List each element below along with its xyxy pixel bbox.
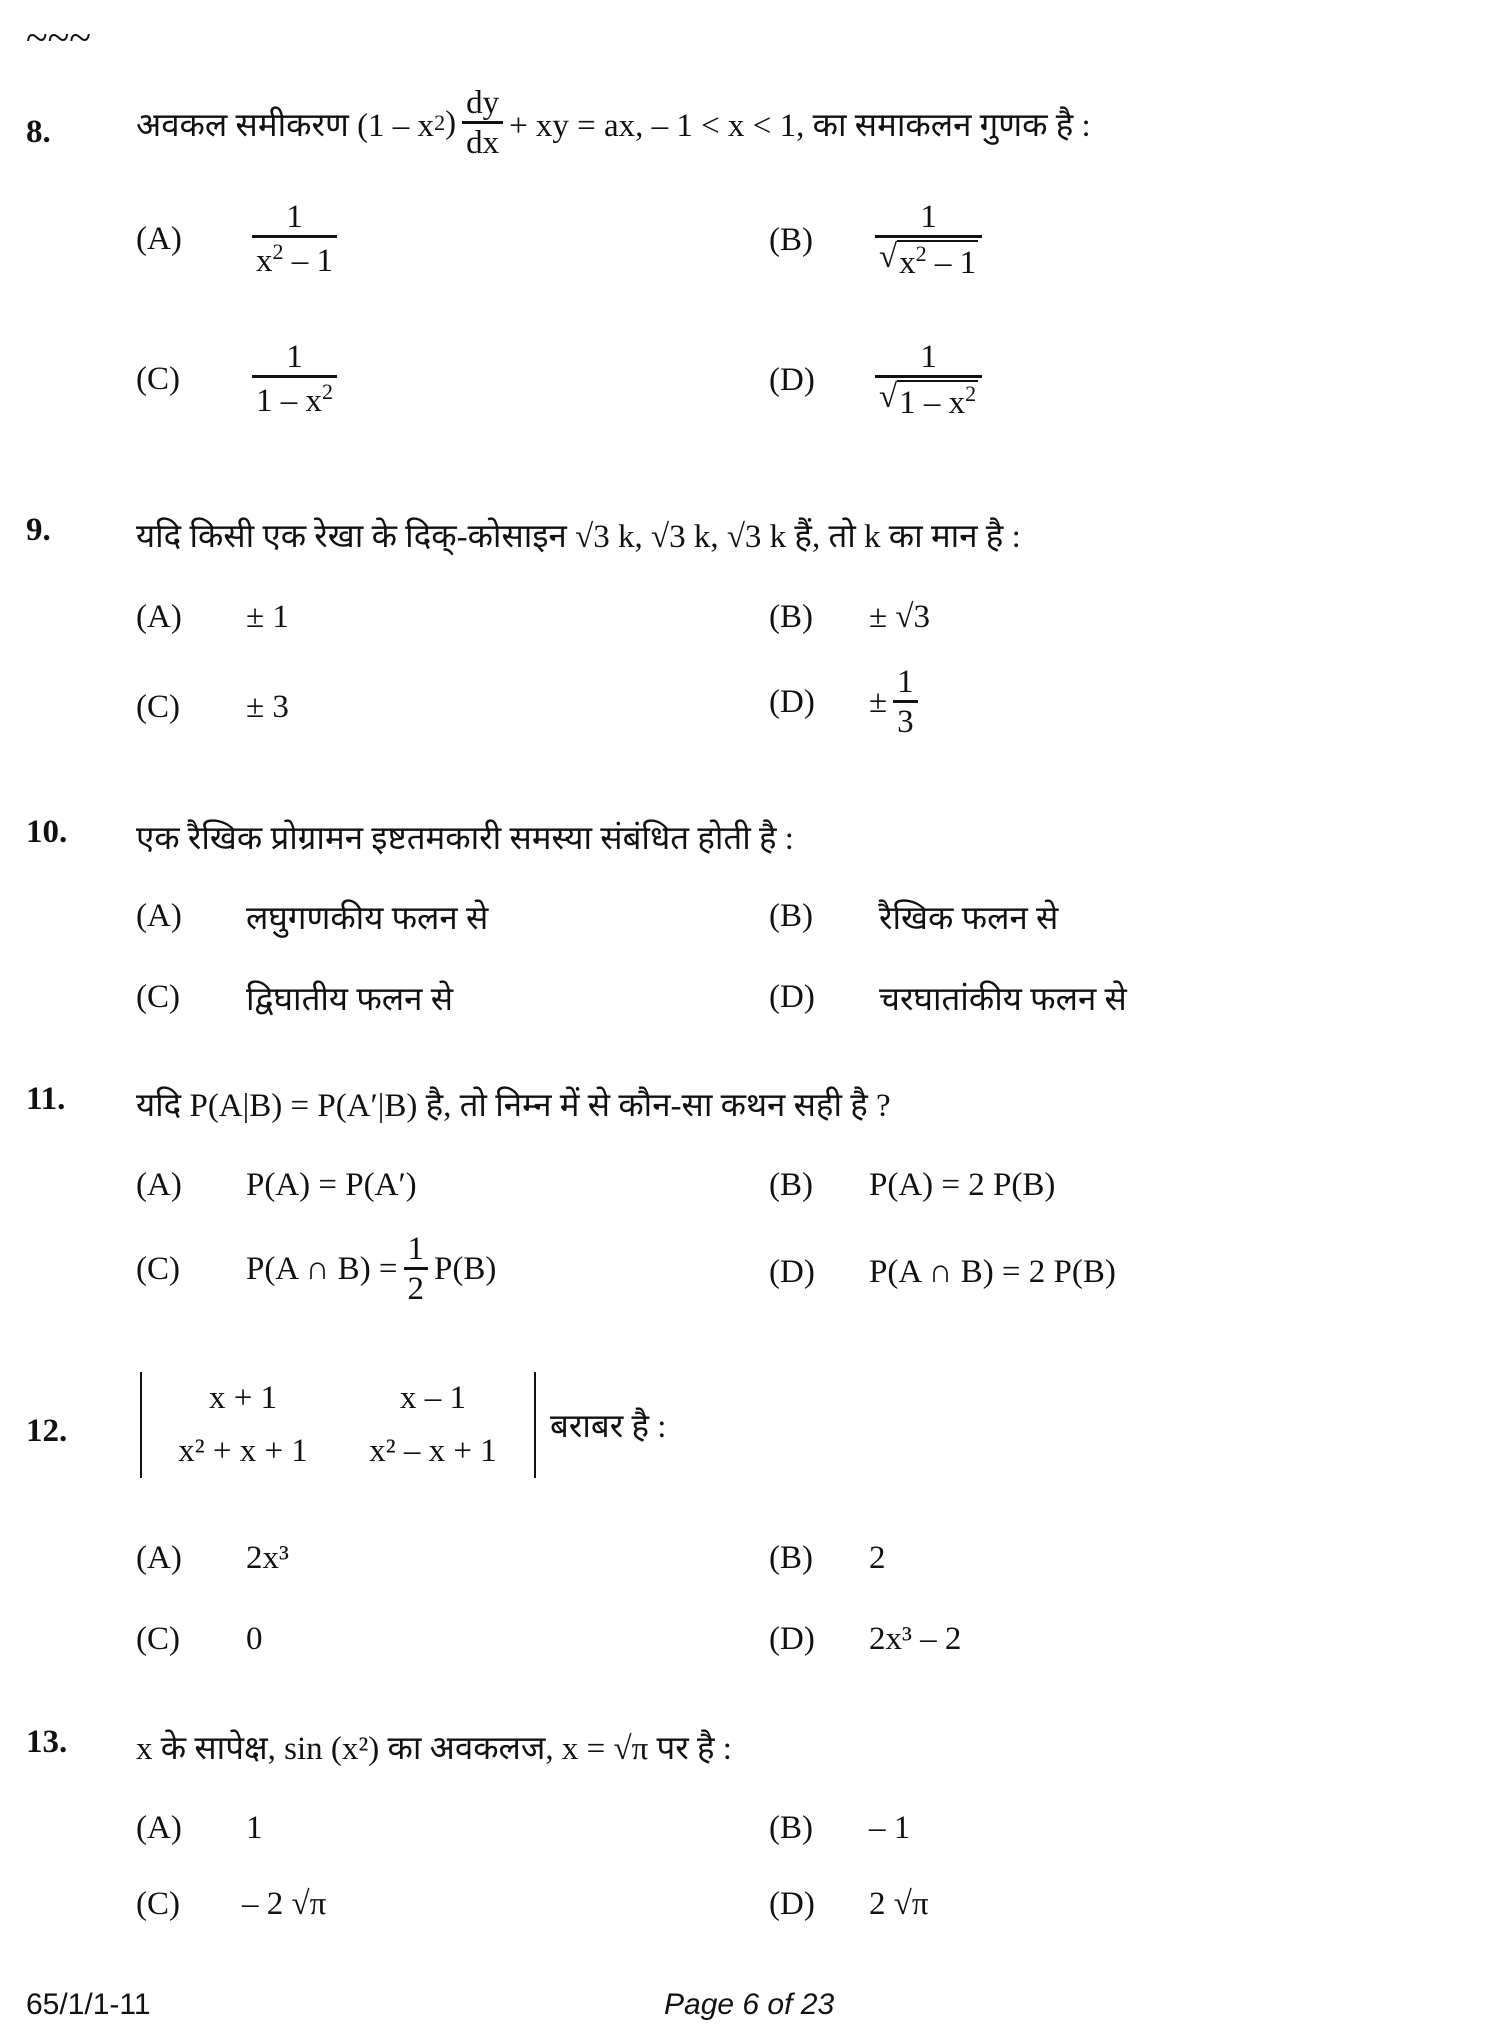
- option-label: (A): [136, 1810, 182, 1846]
- q8-sup: 2: [434, 110, 446, 136]
- numerator: dy: [466, 85, 500, 121]
- radicand: [897, 380, 978, 421]
- page-number: Page 6 of 23: [664, 1988, 835, 2021]
- denominator: [252, 375, 337, 419]
- q8-text-post: + xy = ax, – 1 < x < 1, का समाकलन गुणक है :: [509, 107, 1091, 144]
- det-cell: x – 1: [400, 1380, 466, 1416]
- den-sup: 2: [965, 380, 977, 406]
- option-value: रैखिक फलन से: [879, 901, 1059, 937]
- den-base: x: [899, 244, 916, 281]
- option-label: (A): [136, 1540, 182, 1576]
- option-value: 1: [246, 1810, 263, 1846]
- den-sup: 2: [272, 238, 284, 264]
- fraction: [404, 1232, 429, 1306]
- det-cell: x + 1: [208, 1380, 278, 1416]
- den-base: 1 – x: [899, 384, 966, 421]
- option-label: (D): [769, 1621, 815, 1657]
- q11-option-b[interactable]: [769, 1167, 1055, 1204]
- q13-text: x के सापेक्ष, sin (x²) का अवकलज, x = √π पर है :: [136, 1731, 732, 1767]
- option-value: 2 √π: [869, 1886, 929, 1922]
- option-value: द्विघातीय फलन से: [246, 982, 454, 1018]
- q8-derivative: [462, 86, 503, 160]
- option-value: – 1: [869, 1810, 911, 1846]
- option-value: P(A) = 2 P(B): [869, 1167, 1056, 1203]
- option-value: चरघातांकीय फलन से: [879, 982, 1127, 1018]
- q10-number: 10.: [26, 814, 68, 850]
- option-label: (C): [136, 979, 180, 1015]
- denominator: [252, 235, 337, 279]
- det-cell: x² + x + 1: [178, 1432, 308, 1469]
- option-label: (D): [769, 979, 815, 1015]
- q10-text: एक रैखिक प्रोग्रामन इष्टतमकारी समस्या संबंधित होती है :: [136, 821, 794, 857]
- q12-text: बराबर है :: [550, 1409, 667, 1446]
- q12-option-d[interactable]: [769, 1621, 961, 1658]
- q10-option-c[interactable]: [136, 975, 453, 1020]
- option-value: ± 1: [246, 599, 289, 635]
- q8-option-c[interactable]: [136, 340, 343, 418]
- paper-code: 65/1/1-11: [26, 1988, 151, 2021]
- q9-option-d[interactable]: [769, 665, 924, 739]
- q9-option-c[interactable]: [136, 689, 289, 726]
- q8-close-paren: ): [445, 104, 457, 141]
- option-label: (D): [769, 361, 815, 398]
- q11-option-c[interactable]: [136, 1232, 496, 1306]
- fraction: [252, 200, 337, 278]
- q9-option-a[interactable]: [136, 599, 289, 636]
- q10-option-d[interactable]: [769, 975, 1127, 1020]
- option-value: ± 3: [246, 689, 289, 725]
- header-wave-mark: ~~~: [26, 15, 91, 60]
- option-value: P(A) = P(A′): [246, 1167, 417, 1203]
- fraction: [252, 340, 337, 418]
- numerator: 1: [897, 664, 914, 700]
- q12-number: 12.: [26, 1413, 68, 1449]
- q11-number: 11.: [26, 1081, 66, 1117]
- sqrt-sign: √: [879, 378, 898, 415]
- option-label: (A): [136, 599, 182, 635]
- radicand: [897, 240, 978, 281]
- q13-option-c[interactable]: [136, 1886, 326, 1923]
- option-label: (C): [136, 1886, 180, 1922]
- den-base: 1 – x: [256, 382, 322, 419]
- denominator: dx: [462, 121, 503, 161]
- option-label: (B): [769, 221, 813, 258]
- option-label: (B): [769, 599, 813, 635]
- q11-option-a[interactable]: [136, 1167, 417, 1204]
- q8-text: [136, 86, 1091, 160]
- q9-option-b[interactable]: [769, 599, 930, 636]
- q13-option-d[interactable]: [769, 1886, 929, 1923]
- option-label: (A): [136, 1167, 182, 1203]
- q9-text: यदि किसी एक रेखा के दिक्-कोसाइन √3 k, √3 k, √3 k हैं, तो k का मान है :: [136, 519, 1021, 555]
- q8-number: 8.: [26, 113, 51, 150]
- option-value: लघुगणकीय फलन से: [246, 901, 489, 937]
- fraction: [875, 200, 982, 280]
- q8-text-pre: अवकल समीकरण (1 – x: [136, 107, 435, 144]
- den-sup: 2: [915, 240, 927, 266]
- q13-option-b[interactable]: [769, 1810, 910, 1847]
- det-cell: x² – x + 1: [369, 1432, 497, 1469]
- numerator: 1: [920, 199, 937, 235]
- determinant: [140, 1372, 536, 1478]
- q10-option-a[interactable]: [136, 894, 488, 939]
- den-base: x: [256, 242, 273, 279]
- q11-text: यदि P(A|B) = P(A′|B) है, तो निम्न में से कौन-सा कथन सही है ?: [136, 1088, 891, 1124]
- numerator: 1: [286, 199, 303, 235]
- option-label: (A): [136, 898, 182, 934]
- option-value-pre: P(A ∩ B) =: [246, 1250, 398, 1287]
- option-label: (B): [769, 1540, 813, 1576]
- option-value: ± √3: [869, 599, 930, 635]
- q9-number: 9.: [26, 512, 51, 548]
- numerator: 1: [920, 339, 937, 375]
- denominator: [875, 235, 982, 281]
- option-value: – 2 √π: [242, 1886, 327, 1922]
- numerator: 1: [286, 339, 303, 375]
- question-number: [26, 100, 51, 164]
- q11-option-d[interactable]: [769, 1254, 1116, 1291]
- plus-minus: ±: [869, 683, 888, 720]
- option-label: (B): [769, 1167, 813, 1203]
- option-label: (C): [136, 1250, 180, 1287]
- option-label: (A): [136, 220, 182, 257]
- denominator: [875, 375, 982, 421]
- q12-option-a[interactable]: [136, 1540, 289, 1577]
- option-label: (D): [769, 1254, 815, 1290]
- option-label: (D): [769, 683, 815, 720]
- fraction: [875, 340, 982, 420]
- q8-option-a[interactable]: [136, 200, 343, 278]
- q12-option-b[interactable]: [769, 1540, 886, 1577]
- den-post: – 1: [283, 242, 333, 279]
- den-post: – 1: [926, 244, 977, 281]
- numerator: 1: [407, 1231, 425, 1267]
- option-value: 2x³: [246, 1540, 289, 1576]
- sqrt: [879, 240, 978, 281]
- option-value: P(A ∩ B) = 2 P(B): [869, 1254, 1116, 1290]
- q12-option-c[interactable]: [136, 1621, 263, 1658]
- denominator: 3: [893, 700, 918, 740]
- fraction: [893, 665, 918, 739]
- den-sup: 2: [322, 378, 333, 404]
- option-value: 2x³ – 2: [869, 1621, 962, 1657]
- option-label: (C): [136, 689, 180, 725]
- option-label: (B): [769, 898, 813, 934]
- option-label: (C): [136, 360, 180, 397]
- q12-determinant-row: [140, 1372, 666, 1478]
- option-value: 0: [246, 1621, 263, 1657]
- option-label: (D): [769, 1886, 815, 1922]
- option-value: 2: [869, 1540, 886, 1576]
- q13-number: 13.: [26, 1724, 68, 1760]
- option-label: (C): [136, 1621, 180, 1657]
- sqrt: [879, 380, 978, 421]
- option-label: (B): [769, 1810, 813, 1846]
- option-value-post: P(B): [434, 1250, 497, 1287]
- q8-option-d[interactable]: [769, 340, 988, 420]
- sqrt-sign: √: [879, 238, 898, 275]
- denominator: 2: [404, 1267, 429, 1307]
- q13-option-a[interactable]: [136, 1810, 263, 1847]
- q8-option-b[interactable]: [769, 200, 988, 280]
- q10-option-b[interactable]: [769, 894, 1058, 939]
